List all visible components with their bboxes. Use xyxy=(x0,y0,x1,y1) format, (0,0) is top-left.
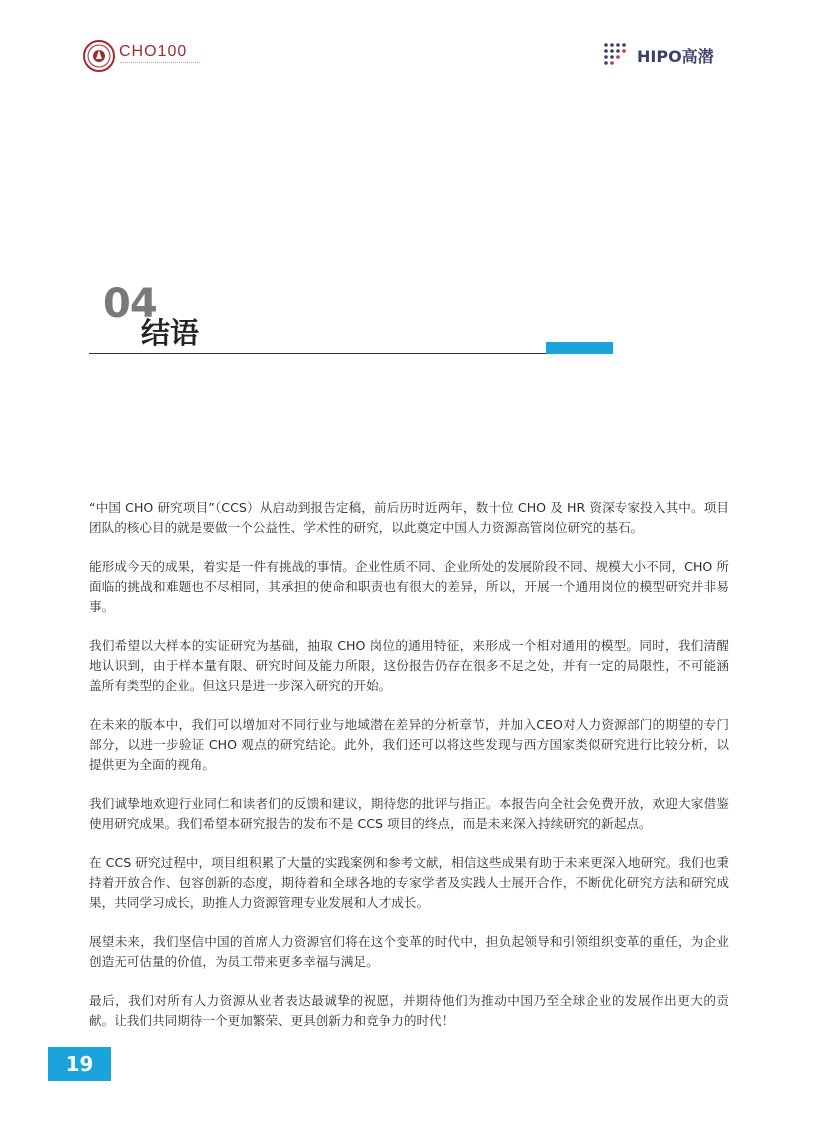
paragraph: 我们希望以大样本的实证研究为基础，抽取 CHO 岗位的通用特征，来形成一个相对通用的模型。同时，我们清醒地认识到，由于样本量有限、研究时间及能力所限，这份报告仍存在很多不足之处，并有一定的局限性，不可能涵盖所有类型的企业。但这只是进一步深入研究的开始。 xyxy=(89,638,729,693)
paragraph: 能形成今天的成果，着实是一件有挑战的事情。企业性质不同、企业所处的发展阶段不同、规模大小不同，CHO 所面临的挑战和难题也不尽相同，其承担的使命和职责也有很大的差异，所以，开展一个通用岗位的模型研究并非易事。 xyxy=(89,559,729,614)
body-text xyxy=(89,498,729,1050)
logo-left-subtitle-rule xyxy=(120,62,200,65)
section-number: 04 xyxy=(103,281,157,327)
paragraph: “中国 CHO 研究项目”（CCS）从启动到报告定稿，前后历时近两年，数十位 CHO 及 HR 资深专家投入其中。项目团队的核心目的就是要做一个公益性、学术性的研究，以此奠定中国人力资源高管岗位研究的基石。 xyxy=(89,500,729,535)
paragraph: 展望未来，我们坚信中国的首席人力资源官们将在这个变革的时代中，担负起领导和引领组织变革的重任，为企业创造无可估量的价值，为员工带来更多幸福与满足。 xyxy=(89,934,729,969)
logo-right-text: HIPO高潜 xyxy=(637,47,714,66)
paragraph: 我们诚挚地欢迎行业同仁和读者们的反馈和建议，期待您的批评与指正。本报告向全社会免费开放，欢迎大家借鉴使用研究成果。我们希望本研究报告的发布不是 CCS 项目的终点，而是未来深入持续研究的新起点。 xyxy=(89,796,729,831)
hipo-logo xyxy=(603,42,733,66)
paragraph: 在未来的版本中，我们可以增加对不同行业与地域潜在差异的分析章节，并加入CEO对人力资源部门的期望的专门部分，以进一步验证 CHO 观点的研究结论。此外，我们还可以将这些发现与西方国家类似研究进行比较分析，以提供更为全面的视角。 xyxy=(89,717,729,772)
section-title: 结语 xyxy=(141,316,200,350)
dot-grid-icon xyxy=(603,42,631,66)
logo-left-text: CHO100 xyxy=(119,43,188,60)
page-number: 19 xyxy=(48,1047,111,1081)
paragraph: 最后，我们对所有人力资源从业者表达最诚挚的祝愿，并期待他们为推动中国乃至全球企业的发展作出更大的贡献。让我们共同期待一个更加繁荣、更具创新力和竞争力的时代！ xyxy=(89,993,729,1028)
heading-rule-accent xyxy=(546,342,613,354)
paragraph: 在 CCS 研究过程中，项目组积累了大量的实践案例和参考文献，相信这些成果有助于未来更深入地研究。我们也秉持着开放合作、包容创新的态度，期待着和全球各地的专家学者及实践人士展开合作，不断优化研究方法和研究成果，共同学习成长，助推人力资源管理专业发展和人才成长。 xyxy=(89,855,729,910)
heading-rule xyxy=(89,353,546,354)
seal-icon xyxy=(83,40,115,72)
cho100-logo xyxy=(83,40,203,74)
